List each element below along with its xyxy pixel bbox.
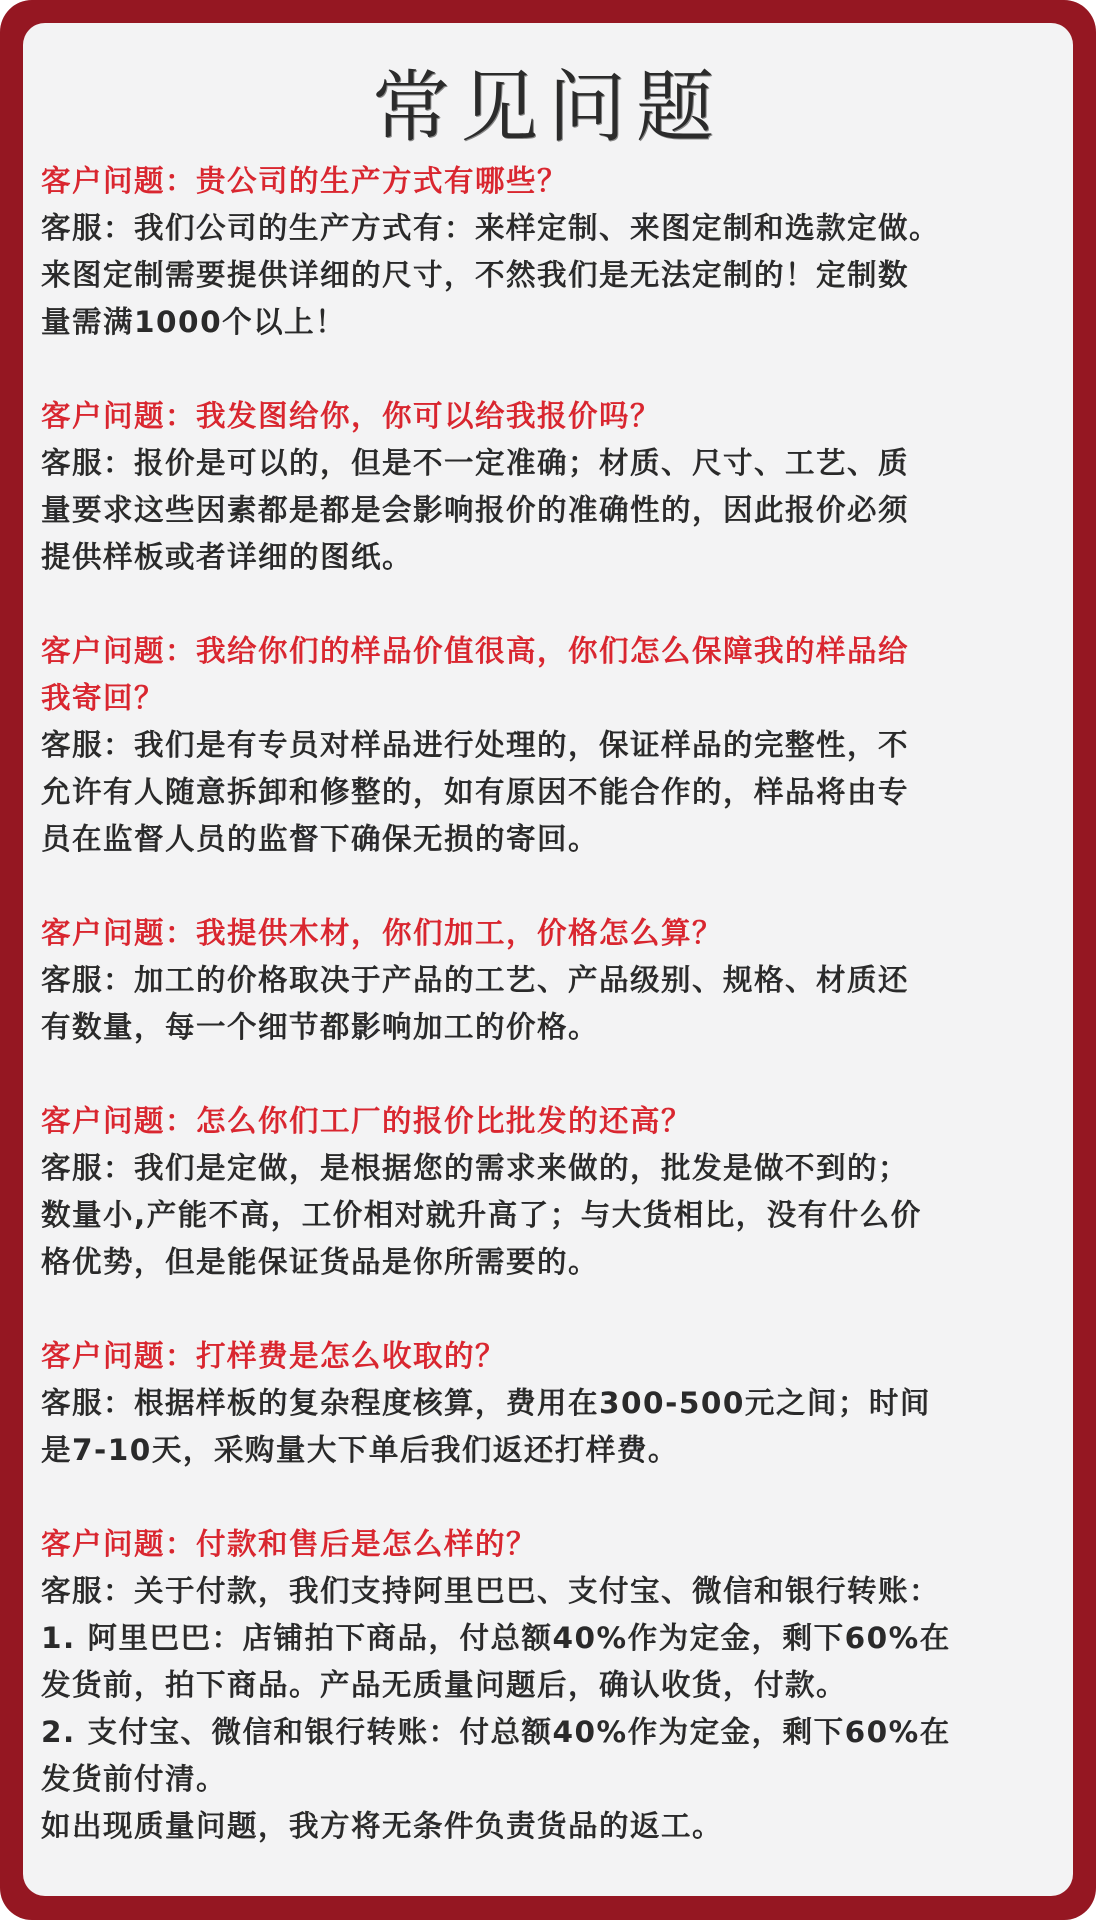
faq-list — [41, 158, 1071, 1897]
faq-item-sample-return — [41, 628, 1071, 863]
answer-line: 客服：报价是可以的，但是不一定准确；材质、尺寸、工艺、质 — [41, 446, 910, 480]
page-title: 常见问题 — [371, 63, 724, 153]
answer-line: 有数量，每一个细节都影响加工的价格。 — [41, 1010, 600, 1044]
answer-line: 客服：加工的价格取决于产品的工艺、产品级别、规格、材质还 — [41, 963, 910, 997]
faq-answer — [41, 957, 1071, 1051]
faq-question — [41, 910, 1071, 957]
question-line: 客户问题：怎么你们工厂的报价比批发的还高？ — [41, 1104, 693, 1138]
answer-line: 客服：我们是有专员对样品进行处理的，保证样品的完整性，不 — [41, 728, 910, 762]
answer-line: 是7-10天，采购量大下单后我们返还打样费。 — [41, 1433, 679, 1467]
faq-answer — [41, 722, 1071, 863]
faq-question — [41, 1521, 1071, 1568]
faq-item-production-methods — [41, 158, 1071, 346]
answer-line: 允许有人随意拆卸和修整的，如有原因不能合作的，样品将由专 — [41, 775, 910, 809]
answer-line: 2. 支付宝、微信和银行转账：付总额40%作为定金，剩下60%在 — [41, 1715, 951, 1749]
faq-item-payment-aftersales — [41, 1521, 1071, 1850]
content-panel — [23, 23, 1073, 1896]
answer-line: 客服：根据样板的复杂程度核算，费用在300-500元之间；时间 — [41, 1386, 931, 1420]
question-line: 客户问题：打样费是怎么收取的？ — [41, 1339, 507, 1373]
faq-answer — [41, 1145, 1071, 1286]
answer-line: 发货前，拍下商品。产品无质量问题后，确认收货，付款。 — [41, 1668, 848, 1702]
answer-line: 客服：我们是定做，是根据您的需求来做的，批发是做不到的； — [41, 1151, 910, 1185]
faq-question — [41, 628, 1071, 722]
faq-answer — [41, 1568, 1071, 1850]
faq-answer — [41, 205, 1071, 346]
answer-line: 量要求这些因素都是都是会影响报价的准确性的，因此报价必须 — [41, 493, 910, 527]
faq-answer — [41, 440, 1071, 581]
question-line: 客户问题：付款和售后是怎么样的？ — [41, 1527, 538, 1561]
faq-question — [41, 1098, 1071, 1145]
answer-line: 提供样板或者详细的图纸。 — [41, 540, 414, 574]
question-line: 客户问题：贵公司的生产方式有哪些？ — [41, 164, 569, 198]
faq-item-sample-fee — [41, 1333, 1071, 1474]
question-line: 客户问题：我给你们的样品价值很高，你们怎么保障我的样品给 — [41, 634, 910, 668]
answer-line: 格优势，但是能保证货品是你所需要的。 — [41, 1245, 600, 1279]
answer-line: 客服：我们公司的生产方式有：来样定制、来图定制和选款定做。 — [41, 211, 941, 245]
answer-line: 数量小,产能不高，工价相对就升高了；与大货相比，没有什么价 — [41, 1198, 922, 1232]
answer-line: 发货前付清。 — [41, 1762, 228, 1796]
answer-line: 来图定制需要提供详细的尺寸，不然我们是无法定制的！定制数 — [41, 258, 910, 292]
faq-question — [41, 393, 1071, 440]
answer-line: 1. 阿里巴巴：店铺拍下商品，付总额40%作为定金，剩下60%在 — [41, 1621, 951, 1655]
answer-line: 量需满1000个以上！ — [41, 305, 347, 339]
question-line: 客户问题：我提供木材，你们加工，价格怎么算？ — [41, 916, 724, 950]
question-line: 客户问题：我发图给你，你可以给我报价吗？ — [41, 399, 662, 433]
question-line: 我寄回？ — [41, 681, 166, 715]
faq-item-processing-price — [41, 910, 1071, 1051]
faq-item-price-vs-wholesale — [41, 1098, 1071, 1286]
faq-question — [41, 1333, 1071, 1380]
answer-line: 客服：关于付款，我们支持阿里巴巴、支付宝、微信和银行转账： — [41, 1574, 941, 1608]
faq-answer — [41, 1380, 1071, 1474]
answer-line: 员在监督人员的监督下确保无损的寄回。 — [41, 822, 600, 856]
faq-item-quote-from-drawing — [41, 393, 1071, 581]
faq-question — [41, 158, 1071, 205]
answer-line: 如出现质量问题，我方将无条件负责货品的返工。 — [41, 1809, 724, 1843]
